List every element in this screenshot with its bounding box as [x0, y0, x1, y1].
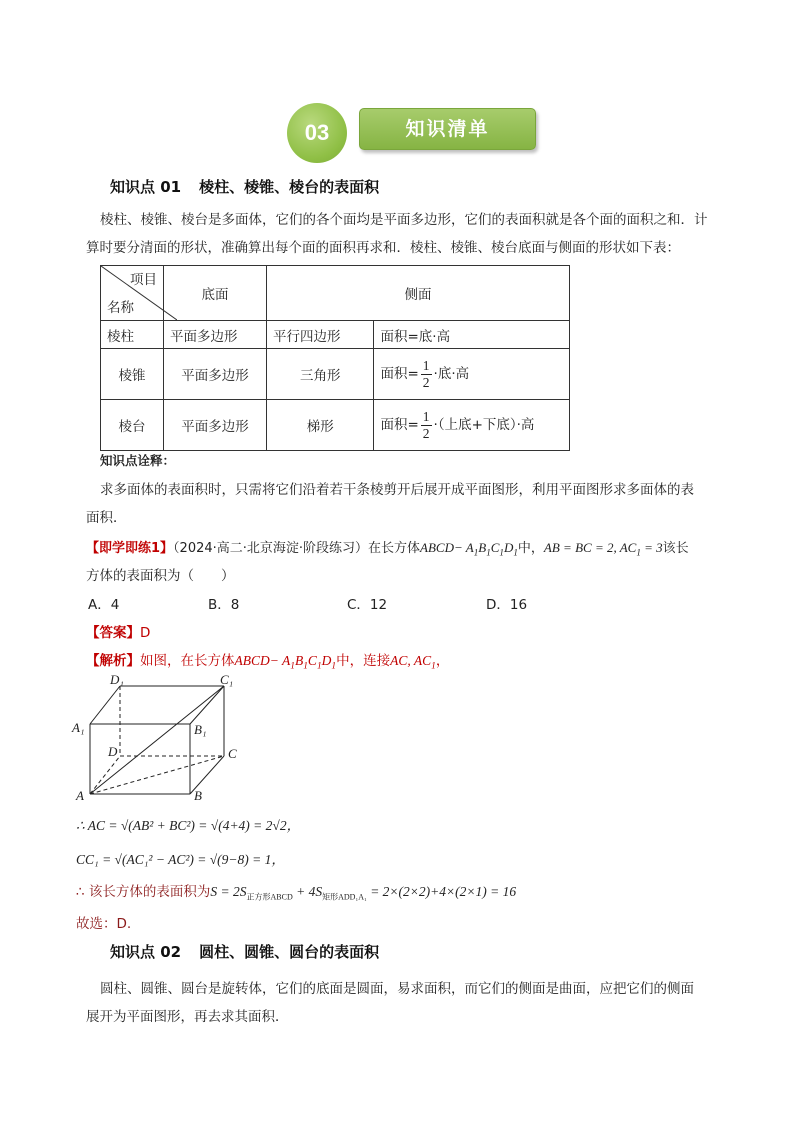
header-base: 底面: [164, 266, 267, 321]
kp2-title: 圆柱、圆锥、圆台的表面积: [199, 943, 380, 961]
kp1-heading: [110, 176, 379, 197]
explain-line1: 求多面体的表面积时，只需将它们沿着若干条棱剪开后展开成平面图形，利用平面图形求多面体的表: [100, 482, 694, 498]
row-name: 棱柱: [101, 321, 164, 349]
table-row: [101, 400, 570, 451]
row-side: 梯形: [267, 400, 374, 451]
exercise-question-line2: 方体的表面积为（ ）: [86, 568, 235, 584]
condition: AB = BC = 2, $AC_1 = 3$: [543, 540, 663, 558]
choose-line: 故选：D.: [76, 916, 132, 932]
option-c[interactable]: C．12: [347, 597, 388, 613]
answer-line: [86, 621, 150, 641]
row-base: 平面多边形: [164, 349, 267, 400]
label-a1: A₁: [72, 720, 85, 735]
header-side: 侧面: [267, 266, 570, 321]
calc-cc1: CC₁ = √(AC₁² − AC²) = √(9−8) = 1，: [76, 852, 285, 867]
option-b[interactable]: B．8: [208, 597, 240, 613]
box-name: ABCD− $A_1B_1C_1D_1$: [420, 540, 518, 558]
explain-line2: 面积．: [86, 510, 127, 526]
kp2-label: 知识点 02: [110, 943, 182, 961]
explain-paragraph: [86, 478, 725, 526]
exercise-source: （2024·高二·北京海淀·阶段练习）在长方体: [173, 541, 421, 556]
kp2-heading: [110, 941, 379, 962]
row-area: 面积= $\frac{1}{2}$ ·底·高: [374, 349, 570, 400]
label-b: B: [194, 788, 202, 803]
label-c: C: [228, 746, 237, 761]
section-title-banner: [359, 108, 536, 150]
fraction-half: $\frac{1}{2}$: [422, 409, 430, 441]
table-row: [101, 349, 570, 400]
kp2-line2: 展开为平面图形，再去求其面积．: [86, 1009, 289, 1025]
cuboid-figure: [70, 672, 250, 804]
label-c1: C₁: [220, 672, 234, 687]
kp1-line1: 棱柱、棱锥、棱台是多面体，它们的各个面均是平面多边形，它们的表面积就是各个面的面积之和．计: [100, 212, 708, 228]
explain-label: 知识点诠释：: [100, 453, 176, 468]
row-side: 平行四边形: [267, 321, 374, 349]
answer-value: D: [140, 625, 151, 641]
answer-tag: 【答案】: [86, 625, 140, 641]
kp2-line1: 圆柱、圆锥、圆台是旋转体，它们的底面是圆面，易求面积，而它们的侧面是曲面，应把它们的侧面: [100, 981, 694, 997]
exercise-tag: 【即学即练1】: [86, 541, 174, 556]
fraction-half: $\frac{1}{2}$: [422, 358, 430, 390]
label-b1: B₁: [194, 722, 207, 737]
header-item: 项目: [130, 272, 157, 288]
option-d[interactable]: D．16: [486, 597, 528, 613]
section-title: 知识清单: [405, 118, 490, 140]
row-name: 棱台: [101, 400, 164, 451]
row-base: 平面多边形: [164, 400, 267, 451]
kp2-paragraph: [86, 977, 725, 1025]
kp1-title: 棱柱、棱锥、棱台的表面积: [199, 178, 380, 196]
kp1-line2: 算时要分清面的形状，准确算出每个面的面积再求和．棱柱、棱锥、棱台底面与侧面的形状如下表：: [86, 240, 680, 256]
label-d1: D₁: [110, 672, 124, 687]
section-number-badge: [287, 103, 347, 163]
row-area: 面积= $\frac{1}{2}$ ·（上底+下底）·高: [374, 400, 570, 451]
row-area: 面积=底·高: [374, 321, 570, 349]
analysis-tag: 【解析】: [86, 653, 140, 669]
label-a: A: [76, 788, 84, 803]
kp1-label: 知识点 01: [110, 178, 182, 196]
calc-ac: ∴ AC = √(AB² + BC²) = √(4+4) = 2√2，: [76, 818, 301, 833]
row-side: 三角形: [267, 349, 374, 400]
table-row: [101, 321, 570, 349]
analysis-line: 【解析】如图，在长方体ABCD− $A_1B_1C_1D_1$中，连接AC, $AC_1$，: [86, 653, 450, 672]
shape-table: [100, 265, 570, 451]
calc-surface: ∴ 该长方体的表面积为$S = 2S_{正方形ABCD} + 4S_{矩形ADD_1A_1} = 2\times(2\times 2)+4\times(2\times 1) = 16$: [76, 884, 517, 902]
kp1-paragraph: [86, 208, 725, 256]
header-name: 名称: [107, 300, 134, 316]
section-number: 03: [304, 120, 330, 145]
row-name: 棱锥: [101, 349, 164, 400]
table-corner-cell: [101, 266, 164, 321]
option-a[interactable]: A．4: [88, 597, 120, 613]
label-d: D: [108, 744, 118, 759]
exercise-question: 【即学即练1】（2024·高二·北京海淀·阶段练习）在长方体ABCD− $A_1B_1C_1D_1$中，AB = BC = 2, $AC_1 = 3$该长: [86, 540, 689, 558]
row-base: 平面多边形: [164, 321, 267, 349]
